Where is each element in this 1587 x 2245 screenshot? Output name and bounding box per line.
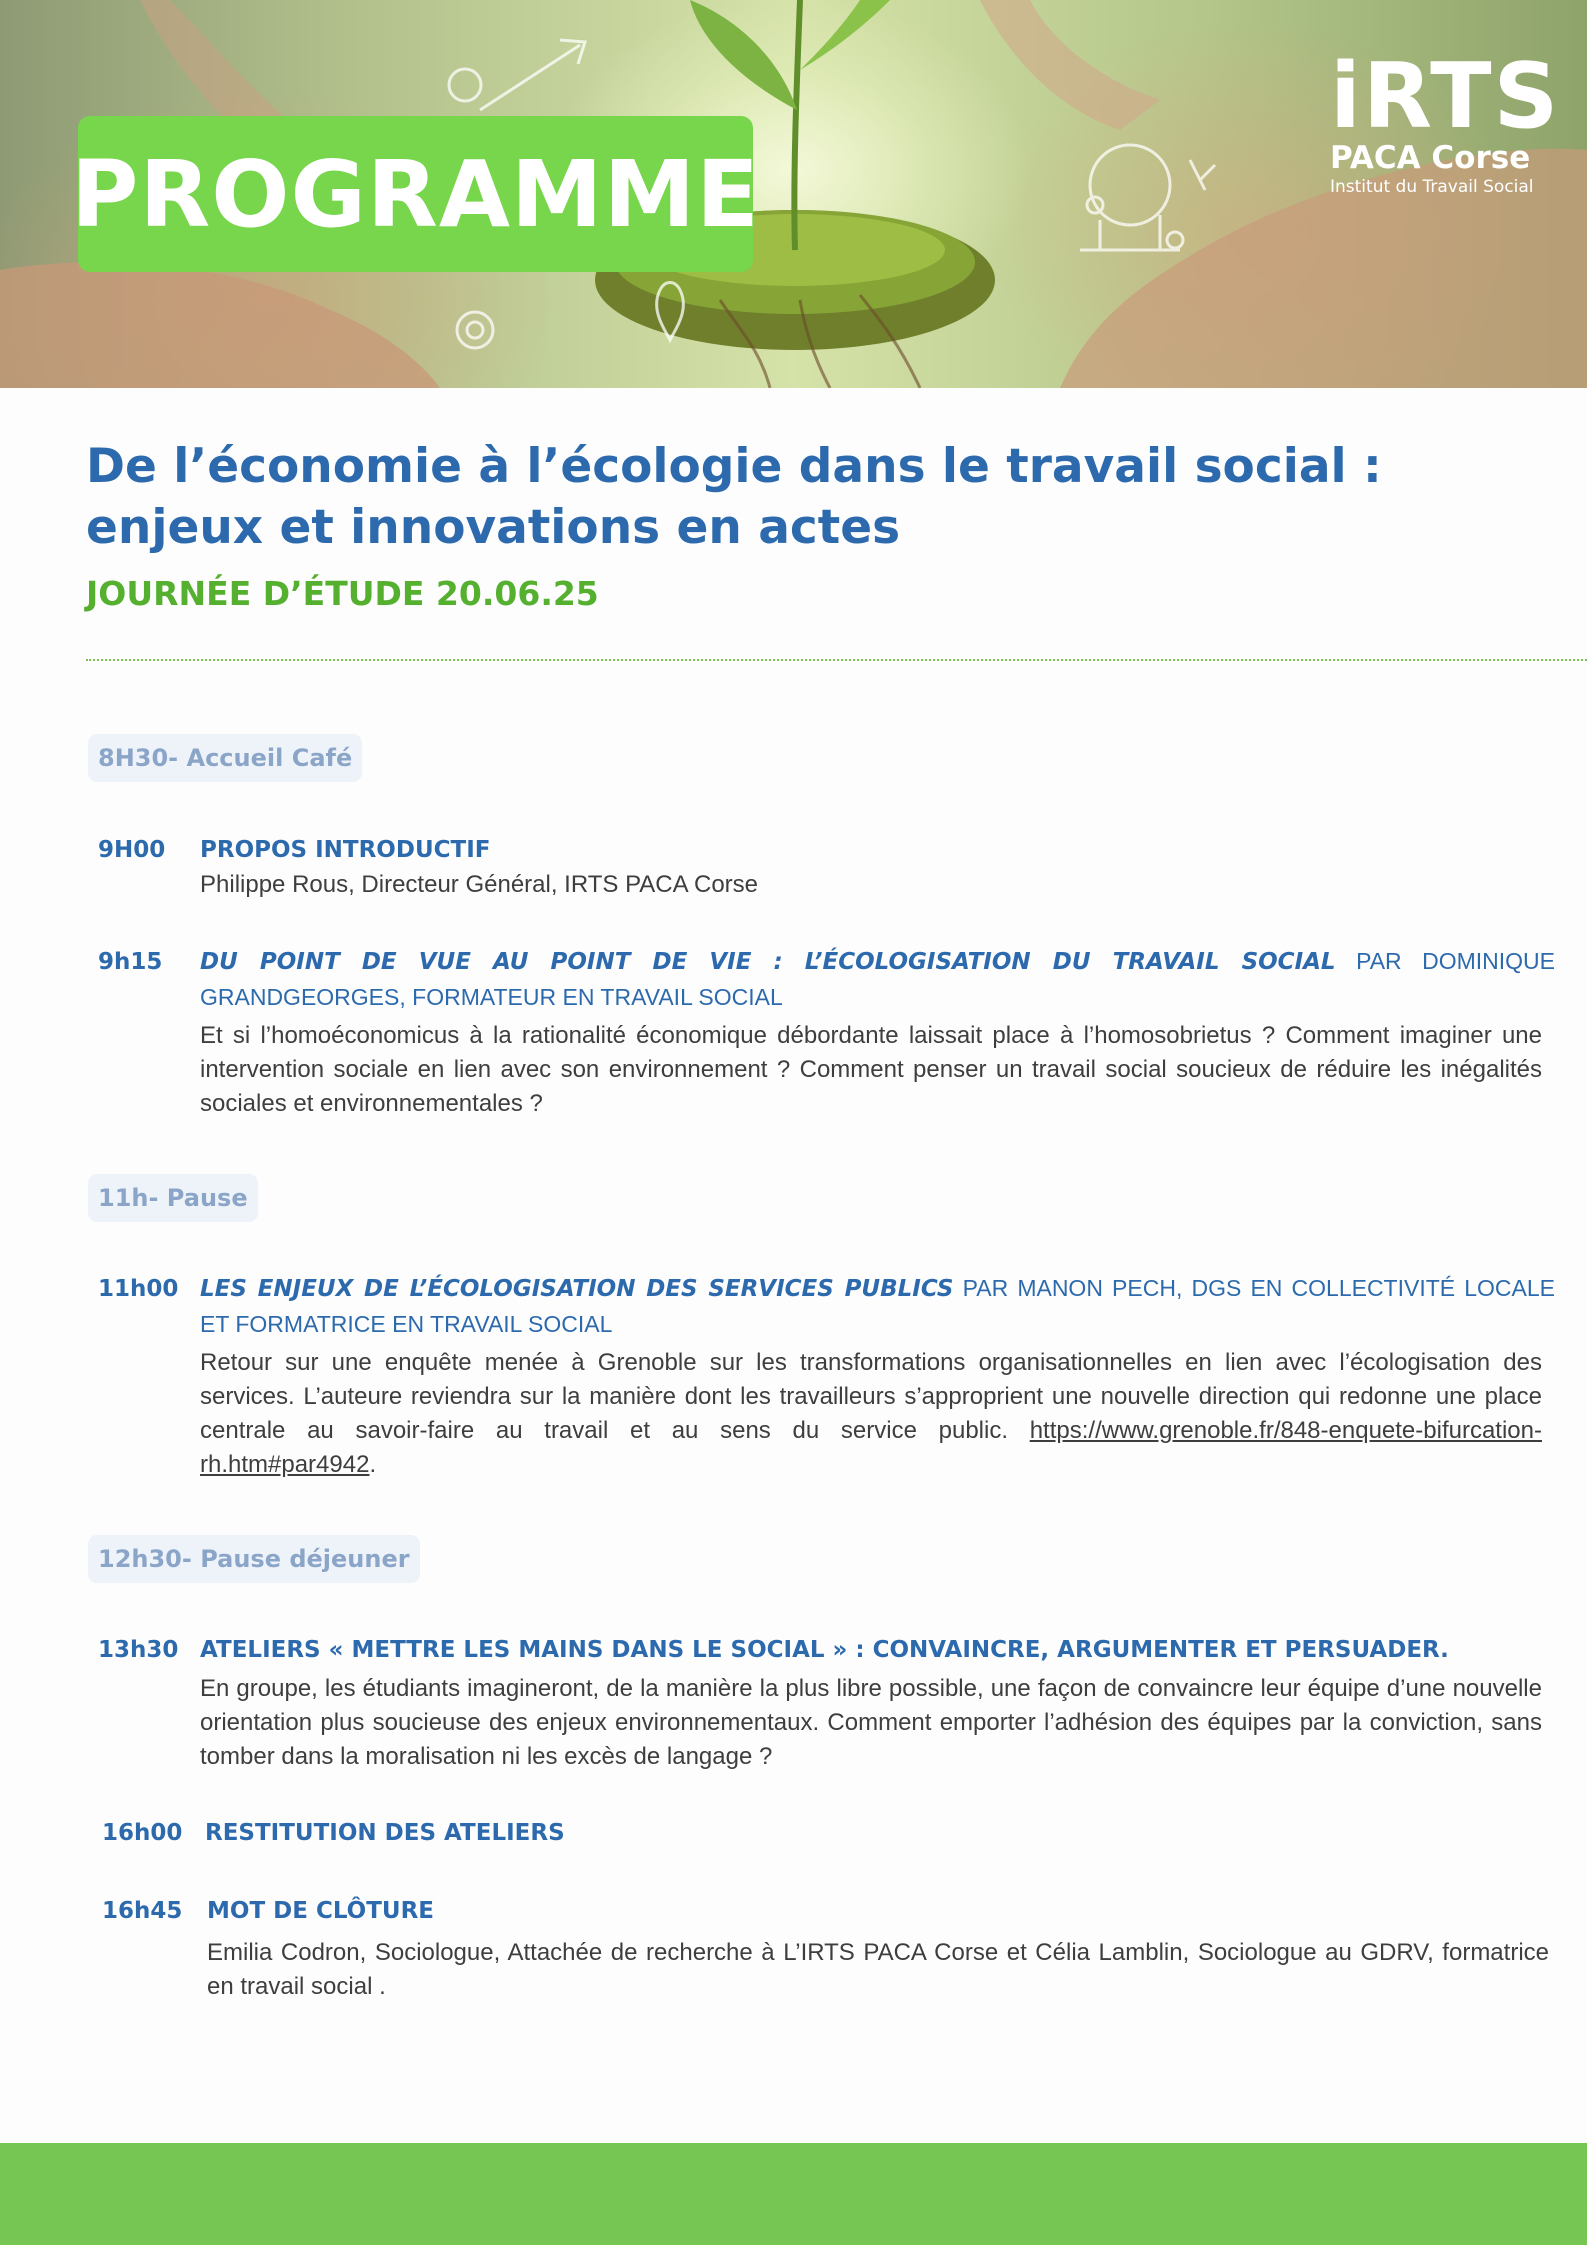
event-date-subtitle: JOURNÉE D’ÉTUDE 20.06.25 [86, 574, 599, 613]
break-badge-dejeuner: 12h30- Pause déjeuner [88, 1535, 420, 1583]
schedule-time: 9h15 [98, 949, 163, 975]
schedule-title-text: MOT DE CLÔTURE [207, 1898, 435, 1924]
break-badge-pause: 11h- Pause [88, 1174, 258, 1222]
schedule-time: 16h45 [102, 1898, 183, 1924]
schedule-item-title [200, 944, 1555, 1015]
schedule-title-text: PROPOS INTRODUCTIF [200, 837, 491, 863]
break-badge-accueil: 8H30- Accueil Café [88, 734, 362, 782]
dotted-divider [86, 659, 1587, 661]
schedule-title-text: DU POINT DE VUE AU POINT DE VIE : L’ÉCOLOGISATION DU TRAVAIL SOCIAL [200, 949, 1336, 975]
description-text: Retour sur une enquête menée à Grenoble sur les transformations organisationnelles en lien avec l’écologisation des services. L’auteure reviendra sur la manière dont les travailleurs s’approprient une nouvelle direction qui redonne une place centrale au savoir-faire au travail et au sens du service public. [200, 1349, 1542, 1444]
logo-tagline: Institut du Travail Social [1330, 177, 1534, 197]
schedule-item-title [205, 1815, 1555, 1851]
programme-label: PROGRAMME [71, 140, 760, 248]
link-suffix: . [369, 1451, 377, 1478]
schedule-speaker: PAR MANON PECH, DGS EN COLLECTIVITÉ LOCALE ET FORMATRICE EN TRAVAIL SOCIAL [200, 1275, 1556, 1337]
schedule-item-description: Philippe Rous, Directeur Général, IRTS PACA Corse [200, 871, 759, 898]
irts-logo [1330, 44, 1561, 198]
schedule-time: 11h00 [98, 1276, 179, 1302]
schedule-time: 16h00 [102, 1820, 183, 1846]
page-title-line-1: De l’économie à l’écologie dans le travail social : [86, 439, 1382, 494]
schedule-speaker: PAR DOMINIQUE GRANDGEORGES, FORMATEUR EN TRAVAIL SOCIAL [200, 948, 1556, 1010]
schedule-title-text: LES ENJEUX DE L’ÉCOLOGISATION DES SERVICES PUBLICS [200, 1276, 954, 1302]
schedule-item-description: Emilia Codron, Sociologue, Attachée de recherche à L’IRTS PACA Corse et Célia Lamblin, Sociologue au GDRV, formatrice en travail social . [207, 1939, 1549, 2000]
schedule-item-description: En groupe, les étudiants imagineront, de la manière la plus libre possible, une façon de convaincre leur équipe d’une nouvelle orientation plus soucieuse des enjeux environnementaux. Comment emporter l’adhésion des équipes par la conviction, sans tomber dans la moralisation ni les excès de langage ? [200, 1675, 1542, 1770]
footer-band [0, 2143, 1587, 2245]
page-title-line-2: enjeux et innovations en actes [86, 500, 901, 555]
schedule-title-text: ATELIERS « METTRE LES MAINS DANS LE SOCIAL » : CONVAINCRE, ARGUMENTER ET PERSUADER. [200, 1637, 1449, 1663]
schedule-item-title [200, 1632, 1555, 1668]
schedule-item-description: Et si l’homoéconomicus à la rationalité économique débordante laissait place à l’homosobrietus ? Comment imaginer une intervention sociale en lien avec son environnement ? Comment penser un travail social soucieux de réduire les inégalités sociales et environnementales ? [200, 1022, 1542, 1117]
logo-mark: iRTS [1330, 44, 1561, 149]
schedule-item-title [207, 1893, 1555, 1929]
logo-name: PACA Corse [1330, 140, 1531, 176]
programme-banner-box [71, 116, 760, 272]
schedule-item-title [200, 832, 1555, 868]
schedule-item-description [200, 1346, 1542, 1482]
header-banner [0, 0, 1587, 388]
survey-link[interactable]: https://www.grenoble.fr/848-enquete-bifurcation-rh.htm#par4942 [200, 1417, 1542, 1478]
schedule-title-text: RESTITUTION DES ATELIERS [205, 1820, 565, 1846]
page-title [86, 436, 1506, 558]
schedule-time: 13h30 [98, 1637, 179, 1663]
schedule-item-title [200, 1271, 1555, 1342]
schedule-time: 9H00 [98, 837, 166, 863]
